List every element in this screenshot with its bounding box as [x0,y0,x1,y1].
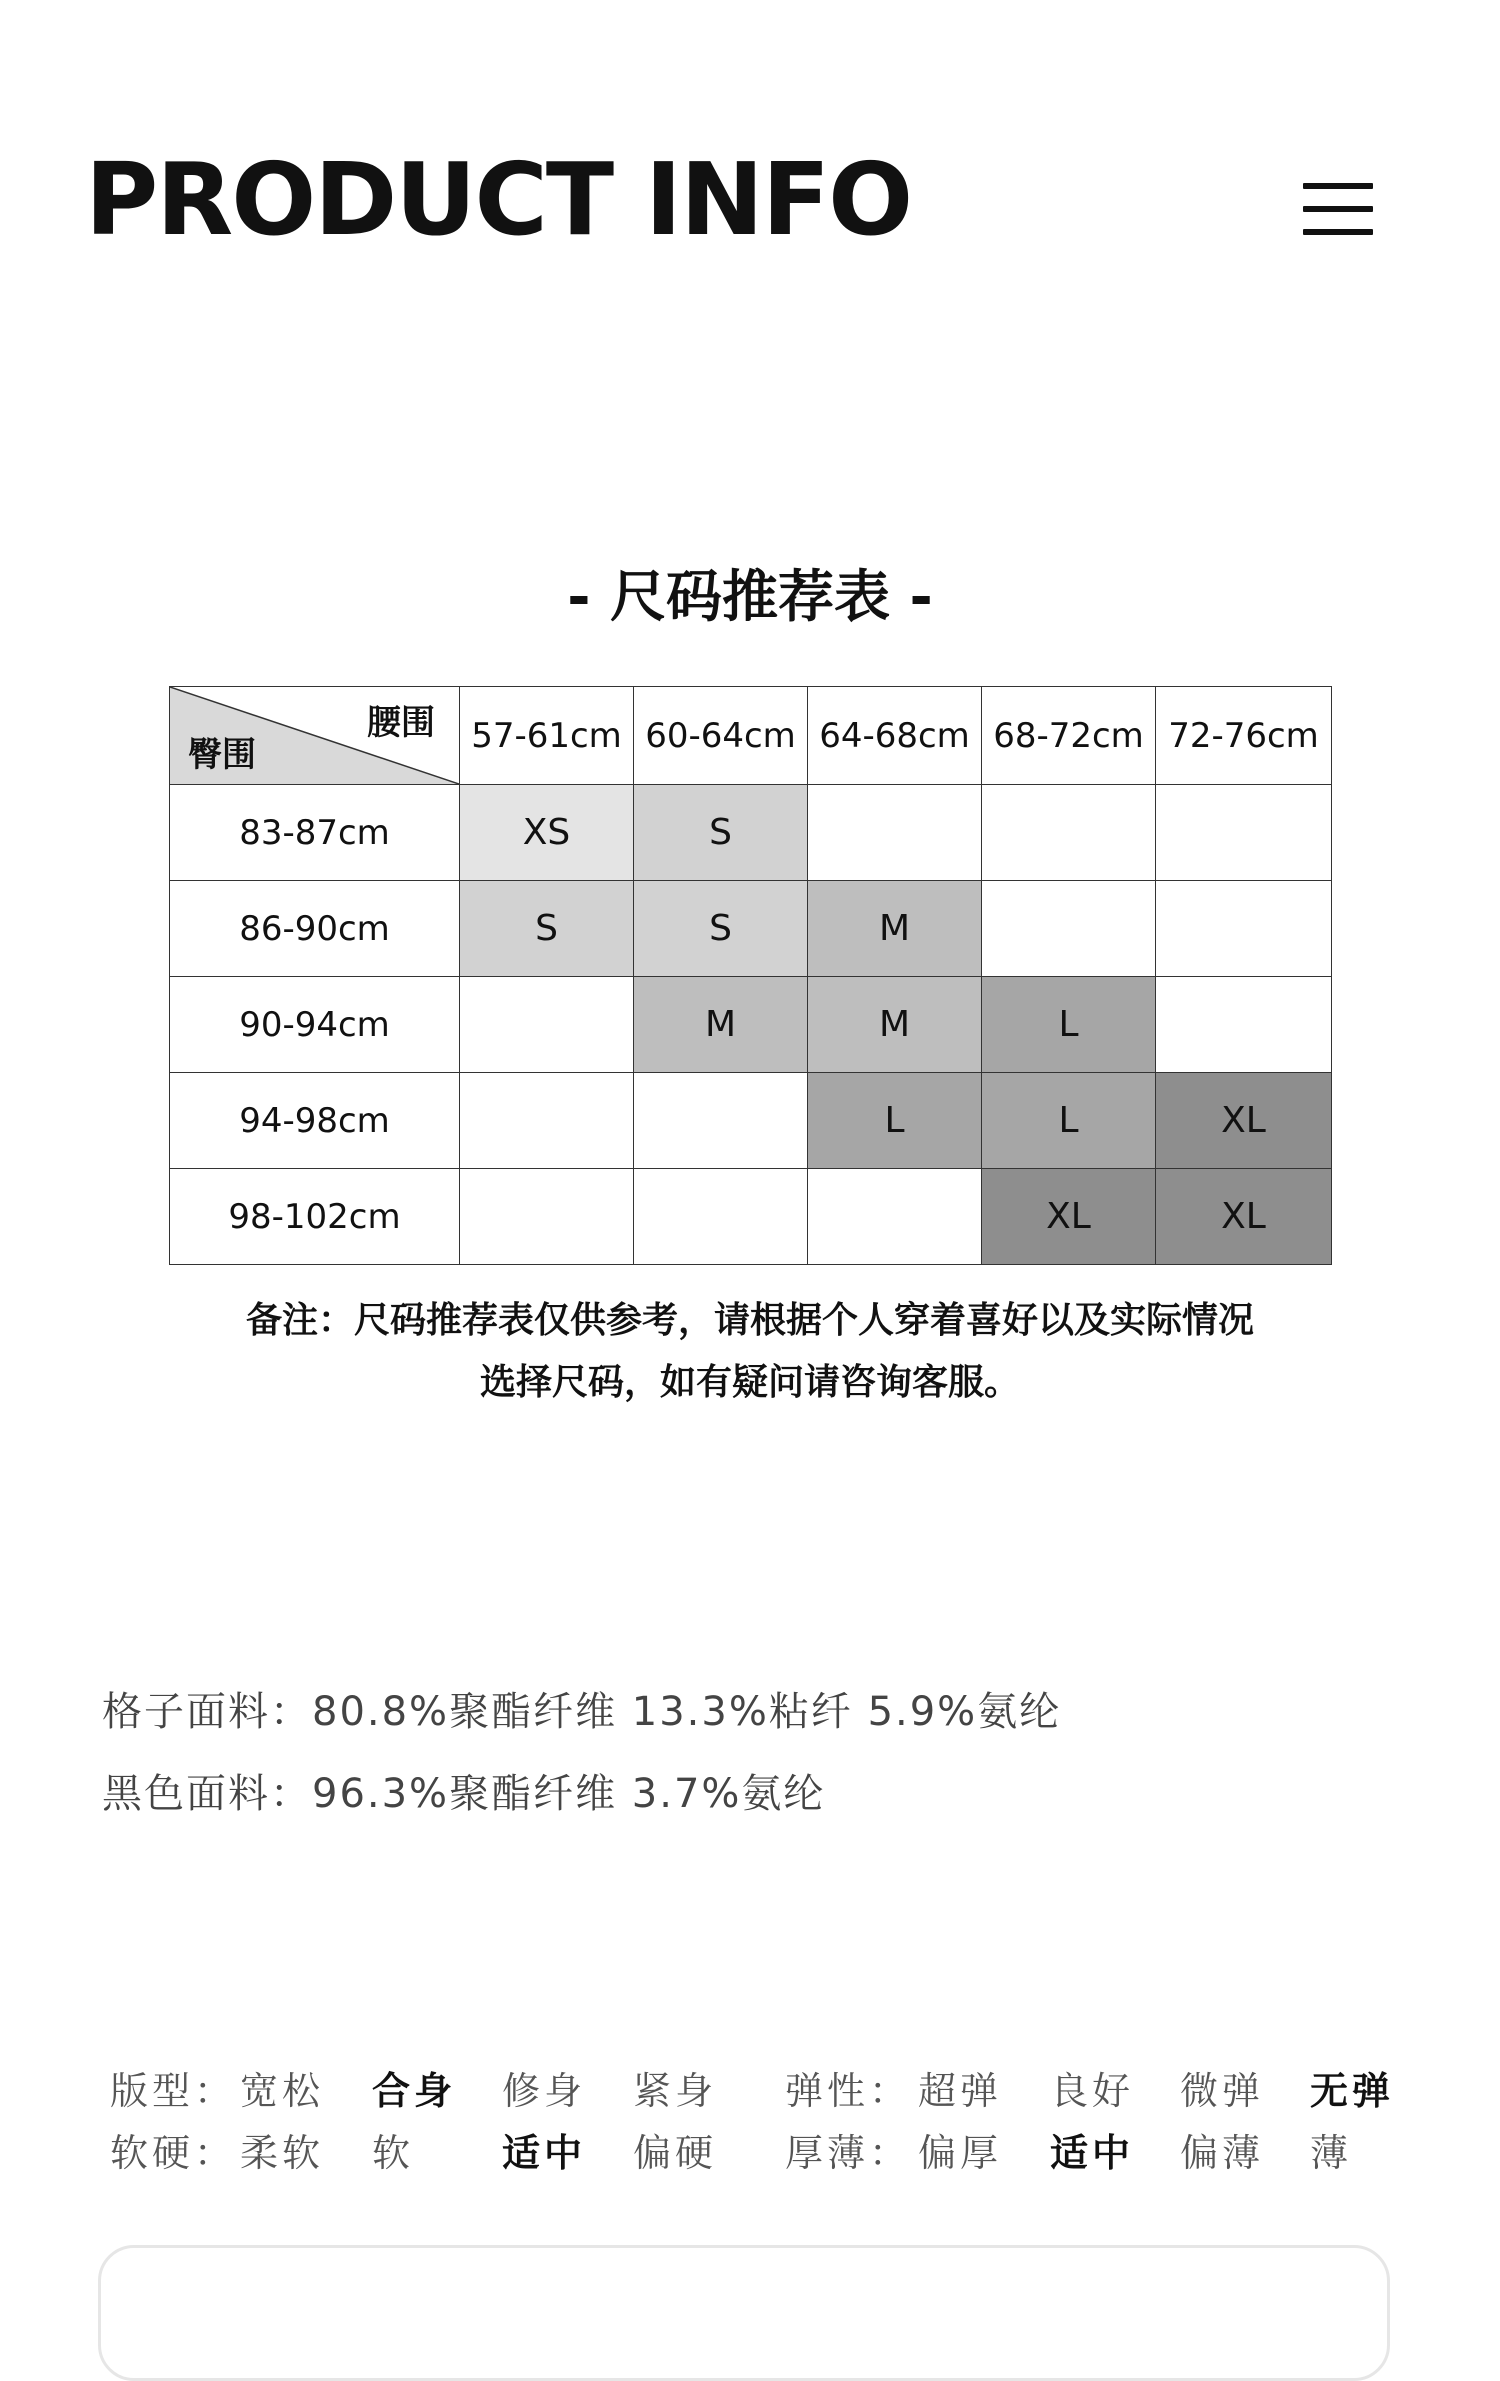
hip-range-cell: 98-102cm [170,1169,460,1265]
size-cell [460,1073,634,1169]
table-corner-cell [170,687,460,785]
size-cell: M [808,977,982,1073]
size-chart-title: - 尺码推荐表 - [567,565,933,630]
attribute-row-softness-thickness [0,2122,1500,2182]
size-chart-note [160,1290,1340,1414]
size-cell: M [634,977,808,1073]
table-row [170,977,1332,1073]
table-row [170,1073,1332,1169]
fit-option: 宽松 [240,2069,325,2113]
softness-option: 柔软 [240,2131,325,2175]
elasticity-option: 良好 [1050,2069,1135,2113]
size-cell: L [982,977,1156,1073]
attribute-row-fit-elasticity [0,2060,1500,2120]
size-cell [982,785,1156,881]
size-cell [1156,977,1332,1073]
thickness-option-selected: 适中 [1050,2131,1135,2175]
elasticity-label: 弹性： [785,2069,912,2113]
hip-range-cell: 90-94cm [170,977,460,1073]
softness-option-selected: 适中 [502,2131,587,2175]
size-cell: L [982,1073,1156,1169]
size-cell [808,785,982,881]
table-row [170,785,1332,881]
table-row [170,1169,1332,1265]
size-cell [982,881,1156,977]
fit-option-selected: 合身 [372,2069,457,2113]
size-cell [634,1073,808,1169]
fit-option: 修身 [502,2069,587,2113]
elasticity-option-selected: 无弹 [1310,2069,1395,2113]
menu-line [1303,183,1373,189]
size-cell: XL [1156,1073,1332,1169]
table-header-row [170,687,1332,785]
size-cell: XL [982,1169,1156,1265]
fit-option: 紧身 [633,2069,718,2113]
menu-line [1303,206,1373,212]
size-cell: S [634,881,808,977]
thickness-option: 薄 [1310,2131,1353,2175]
thickness-label: 厚薄： [785,2131,912,2175]
fabric-composition-plaid: 格子面料：80.8%聚酯纤维 13.3%粘纤 5.9%氨纶 [102,1689,1062,1735]
softness-option: 软 [372,2131,415,2175]
hamburger-menu-icon[interactable] [1303,183,1373,235]
hip-header-label: 臀围 [188,735,256,775]
waist-range-header: 72-76cm [1156,687,1332,785]
size-chart-table [169,686,1332,1265]
size-cell: L [808,1073,982,1169]
elasticity-option: 超弹 [918,2069,1003,2113]
page-title: PRODUCT INFO [85,141,912,258]
hip-range-cell: 86-90cm [170,881,460,977]
size-cell [1156,785,1332,881]
waist-range-header: 57-61cm [460,687,634,785]
bottom-card [98,2245,1390,2381]
size-cell [634,1169,808,1265]
menu-line [1303,229,1373,235]
size-cell: XS [460,785,634,881]
elasticity-option: 微弹 [1180,2069,1265,2113]
size-cell [460,1169,634,1265]
waist-header-label: 腰围 [367,703,435,743]
table-row [170,881,1332,977]
waist-range-header: 68-72cm [982,687,1156,785]
waist-range-header: 64-68cm [808,687,982,785]
size-cell: XL [1156,1169,1332,1265]
waist-range-header: 60-64cm [634,687,808,785]
size-cell [460,977,634,1073]
thickness-option: 偏薄 [1180,2131,1265,2175]
softness-option: 偏硬 [633,2131,718,2175]
hip-range-cell: 94-98cm [170,1073,460,1169]
size-cell: S [634,785,808,881]
thickness-option: 偏厚 [918,2131,1003,2175]
fit-label: 版型： [110,2069,237,2113]
size-cell [1156,881,1332,977]
softness-label: 软硬： [110,2131,237,2175]
size-cell: S [460,881,634,977]
note-line: 选择尺码，如有疑问请咨询客服。 [479,1362,1020,1403]
size-cell: M [808,881,982,977]
hip-range-cell: 83-87cm [170,785,460,881]
fabric-composition-black: 黑色面料：96.3%聚酯纤维 3.7%氨纶 [102,1771,826,1817]
note-line: 备注：尺码推荐表仅供参考，请根据个人穿着喜好以及实际情况 [245,1300,1254,1341]
size-cell [808,1169,982,1265]
